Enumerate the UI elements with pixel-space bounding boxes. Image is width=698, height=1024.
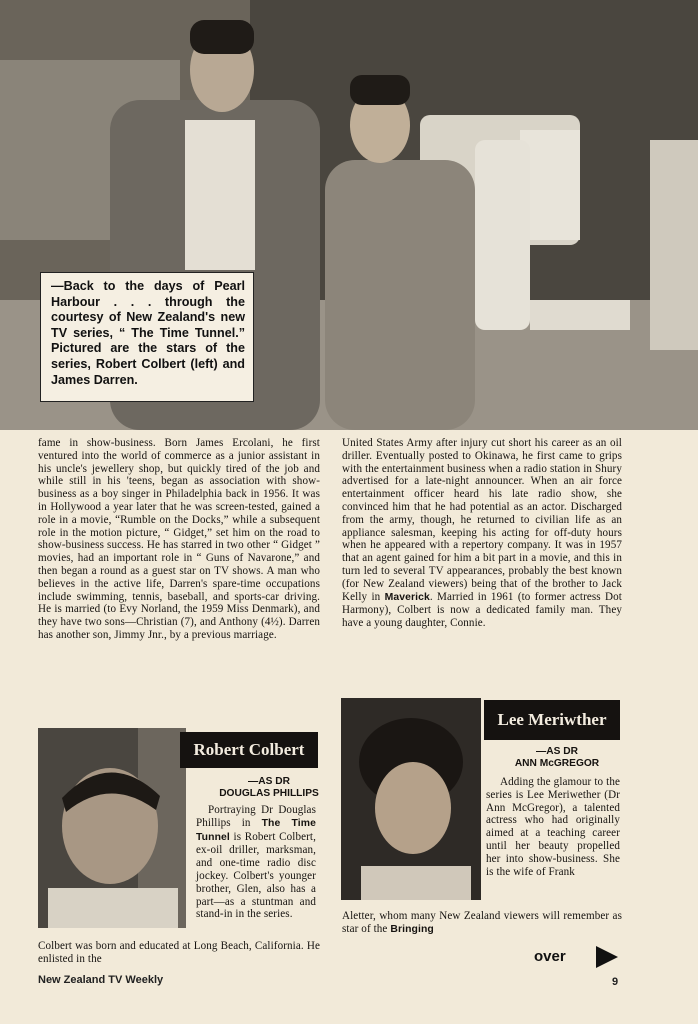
over-label[interactable]: over bbox=[534, 948, 566, 965]
lee-meriwether-photo bbox=[341, 698, 481, 900]
lee-meriwether-portrait bbox=[341, 698, 481, 900]
colbert-paragraph bbox=[196, 804, 316, 921]
article-col2-text-a: United States Army after injury cut short his career as an oil driller. Eventually posted to Okinawa, he first came to grips with the entertainment business when a radio station in Shury advertised for a late-night announcer. When an air force entertainment officer heard his late radio show, she convinced him that he had potential as an actor. Discharged from the army, though, he returned to civilian life as an appliance salesman, keeping his acting for off-duty hours when he appeared with a repertory company. It was in 1957 that an agent gained for him a bit part in a movie, and this in turn led to several TV appearances, probably the best known (for New Zealand viewers) being that of the brother to Jack Kelly in bbox=[342, 437, 622, 603]
meriwether-bottom-a: Aletter, whom many New Zealand viewers will remember as star of the bbox=[342, 910, 622, 935]
article-column-2 bbox=[342, 437, 622, 630]
bringing-title: Bringing bbox=[390, 923, 434, 935]
colbert-text-b: is Robert Colbert, ex-oil driller, marksman, and one-time radio disc jockey. Colbert's younger brother, Glen, also has a part—as a stuntman and stand-in in the series. bbox=[196, 830, 316, 921]
meriwether-role-line1: —AS DR bbox=[536, 746, 578, 757]
meriwether-role-line2: ANN McGREGOR bbox=[514, 758, 600, 769]
publication-name: New Zealand TV Weekly bbox=[38, 974, 164, 986]
meriwether-bottom-text bbox=[342, 910, 622, 937]
colbert-text-a: Portraying Dr Douglas Phillips in bbox=[196, 804, 316, 829]
photo-caption: —Back to the days of Pearl Harbour . . . through the courtesy of New Zealand's new TV series, “ The Time Tunnel.” Pictured are the stars of the series, Robert Colbert (left) and James Darren. bbox=[40, 272, 254, 402]
robert-colbert-photo bbox=[38, 728, 186, 928]
time-tunnel-title: The Time Tunnel bbox=[196, 817, 316, 843]
robert-colbert-portrait bbox=[38, 728, 186, 928]
lee-meriwether-name-banner: Lee Meriwther bbox=[484, 700, 620, 740]
colbert-bottom-text: Colbert was born and educated at Long Beach, California. He enlisted in the bbox=[38, 940, 320, 965]
colbert-role-line1: —AS DR bbox=[248, 776, 290, 787]
colbert-role bbox=[214, 776, 324, 800]
robert-colbert-name-banner: Robert Colbert bbox=[180, 732, 318, 768]
colbert-role-line2: DOUGLAS PHILLIPS bbox=[219, 788, 319, 799]
over-arrow-icon[interactable] bbox=[596, 946, 618, 968]
meriwether-role bbox=[498, 746, 616, 770]
page-number: 9 bbox=[612, 976, 619, 988]
meriwether-paragraph: Adding the glamour to the series is Lee Meriwether (Dr Ann McGregor), a talented actress who had originally aimed at a teaching career until her beauty propelled her into show-business. She is the wife of Frank bbox=[486, 776, 620, 878]
top-photograph bbox=[0, 0, 698, 430]
maverick-title: Maverick bbox=[384, 591, 430, 603]
article-col2-text-b: . Married in 1961 (to former actress Dot Harmony), Colbert is now a dedicated family man. They have a young daughter, Connie. bbox=[342, 590, 622, 630]
article-column-1: fame in show-business. Born James Ercolani, he first ventured into the world of commerce as a junior assistant in his uncle's jewellery shop, but quickly tired of the job and while still in his 'teens, began as association with show-business as a boy singer in Philadelphia back in 1956. It was in Hollywood a year later that he was screen-tested, gained a role in a movie, “Rumble on the Docks,” while a subsequent role in the motion picture, “ Gidget,” set him on the road to show-business success. He has starred in two other “ Gidget ” movies, had an important role in “ Guns of Navarone,” and then began a round as a guest star on TV shows. A man who believes in the active life, Darren's spare-time occupations include swimming, tennis, baseball, and sports-car driving. He is married (to Evy Norland, the 1959 Miss Denmark), and they have two sons—Christian (7), and Anthony (4½). Darren has another son, Jimmy Jnr., by a previous marriage. bbox=[38, 437, 320, 641]
